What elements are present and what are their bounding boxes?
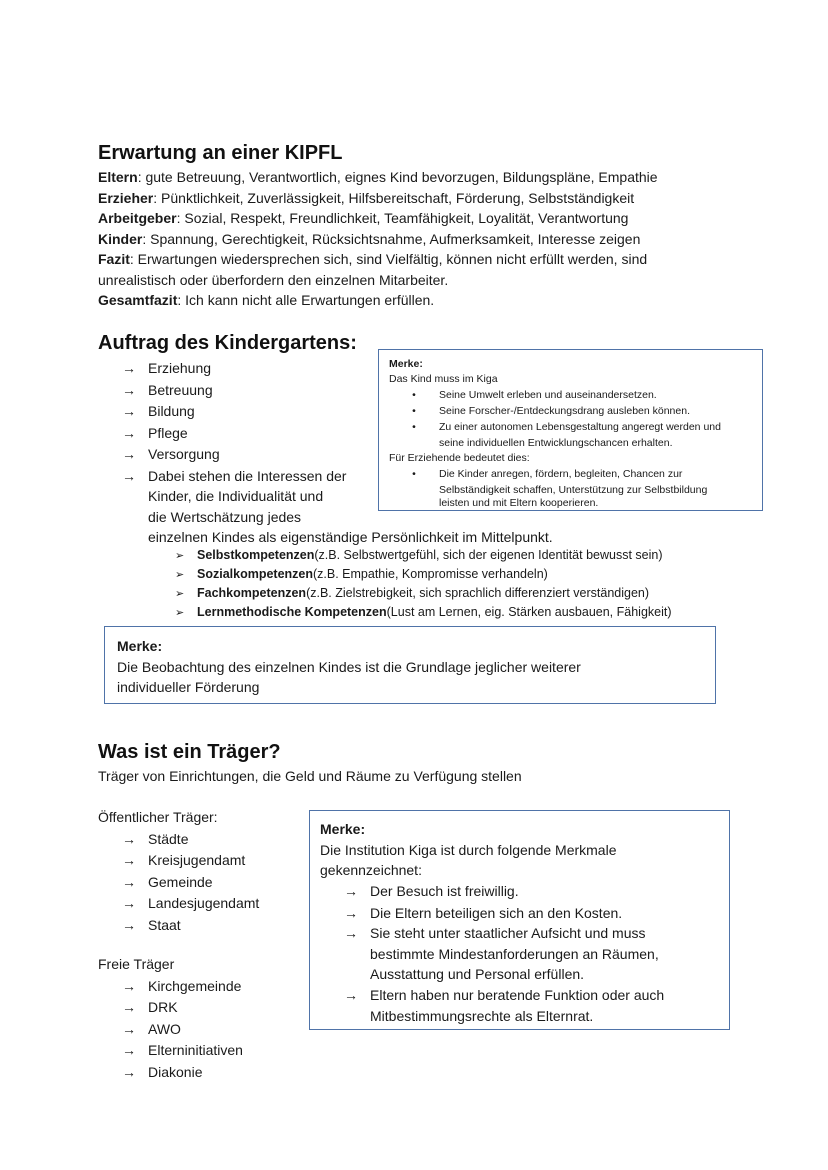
arrow-icon: → <box>122 977 136 994</box>
merke-item <box>344 881 519 901</box>
triangle-bullet-icon: ➢ <box>175 569 185 581</box>
arrow-icon: → <box>344 883 358 899</box>
expectation-row <box>98 208 628 228</box>
merke-item-continuation: bestimmte Mindestanforderungen an Räumen, <box>370 945 659 962</box>
list-item <box>122 1019 181 1039</box>
merke-bullet <box>389 420 721 436</box>
row-text: : Pünktlichkeit, Zuverlässigkeit, Hilfsbereitschaft, Förderung, Selbstständigkeit <box>153 189 635 206</box>
row-label: Erzieher <box>98 189 154 206</box>
list-item-label: Elterninitiativen <box>148 1042 243 1058</box>
row-text: : Ich kann nicht alle Erwartungen erfüllen. <box>177 292 435 308</box>
list-item-continuation: einzelnen Kindes als eigenständige Persönlichkeit im Mittelpunkt. <box>148 529 553 545</box>
merke-bullet <box>389 404 690 420</box>
arrow-icon: → <box>122 446 136 462</box>
merke-item-continuation: Mitbestimmungsrechte als Elternrat. <box>370 1007 594 1024</box>
arrow-icon: → <box>122 403 136 419</box>
list-item <box>122 850 245 870</box>
competency-name: Lernmethodische Kompetenzen <box>197 605 387 619</box>
arrow-icon: → <box>122 873 136 890</box>
list-item-label: Pflege <box>148 424 188 441</box>
expectation-row <box>98 290 434 310</box>
competency-detail: (z.B. Zielstrebigkeit, sich sprachlich differenziert verständigen) <box>306 586 650 600</box>
list-item <box>122 380 213 400</box>
merke-bullet <box>389 388 657 404</box>
section-title-provider: Was ist ein Träger? <box>98 741 281 763</box>
expectation-row <box>98 249 647 269</box>
merke-item <box>344 985 664 1005</box>
row-label: Arbeitgeber <box>98 210 177 226</box>
list-item-label: Kreisjugendamt <box>148 852 246 868</box>
arrow-icon: → <box>122 1042 136 1058</box>
merke-box-child-needs <box>378 349 763 511</box>
list-item <box>122 1062 202 1082</box>
row-label: Kinder <box>98 230 143 247</box>
merke-title: Merke: <box>117 638 163 654</box>
list-item-label: Dabei stehen die Interessen der <box>148 467 347 484</box>
list-heading: Freie Träger <box>98 956 175 972</box>
row-text: : Erwartungen wiedersprechen sich, sind Vielfältig, können nicht erfüllt werden, sind <box>129 251 648 267</box>
merke-title: Merke: <box>320 821 366 837</box>
section-title-expectations: Erwartung an einer KIPFL <box>98 142 343 164</box>
list-item-label: Gemeinde <box>148 873 213 890</box>
list-item <box>122 401 195 421</box>
merke-item-text: Der Besuch ist freiwillig. <box>370 883 519 899</box>
row-text: : Spannung, Gerechtigkeit, Rücksichtsnahme, Aufmerksamkeit, Interesse zeigen <box>142 230 641 247</box>
arrow-icon: → <box>122 895 136 911</box>
arrow-icon: → <box>122 830 136 847</box>
merke-bullet <box>389 467 682 483</box>
list-item-label: Kirchgemeinde <box>148 977 242 994</box>
merke-item-continuation: Ausstattung und Personal erfüllen. <box>370 966 585 982</box>
list-item <box>122 1040 243 1060</box>
bullet-icon: • <box>412 421 416 433</box>
list-item <box>122 444 220 464</box>
merke-item-text: Sie steht unter staatlicher Aufsicht und muss <box>370 925 646 941</box>
merke-line: gekennzeichnet: <box>320 862 422 878</box>
arrow-icon: → <box>344 904 358 921</box>
list-item <box>122 466 346 486</box>
list-item <box>122 358 211 378</box>
arrow-icon: → <box>344 925 358 941</box>
merke-item-text: Eltern haben nur beratende Funktion oder auch <box>370 987 665 1003</box>
merke-line: Die Beobachtung des einzelnen Kindes ist die Grundlage jeglicher weiterer <box>117 658 581 675</box>
list-item-label: Versorgung <box>148 446 220 462</box>
triangle-bullet-icon: ➢ <box>175 607 185 619</box>
row-label: Eltern <box>98 169 138 185</box>
triangle-bullet-icon: ➢ <box>175 550 185 562</box>
expectation-row <box>98 229 640 249</box>
competency-name: Selbstkompetenzen <box>197 548 315 562</box>
list-item-label: AWO <box>148 1020 181 1037</box>
section-subtitle: Träger von Einrichtungen, die Geld und Räume zu Verfügung stellen <box>98 768 522 784</box>
list-item <box>122 829 188 849</box>
bullet-icon: • <box>412 468 416 480</box>
list-item <box>122 976 241 996</box>
merke-bullet-continuation: leisten und mit Eltern kooperieren. <box>439 497 599 509</box>
bullet-icon: • <box>412 405 416 417</box>
list-item-label: Betreuung <box>148 381 213 398</box>
section-title-mission: Auftrag des Kindergartens: <box>98 332 357 354</box>
merke-bullet-text: Zu einer autonomen Lebensgestaltung angeregt werden und <box>439 421 721 433</box>
competency-name: Sozialkompetenzen <box>197 567 313 581</box>
arrow-icon: → <box>122 1020 136 1037</box>
merke-item-text: Die Eltern beteiligen sich an den Kosten. <box>370 904 623 921</box>
merke-line: Die Institution Kiga ist durch folgende Merkmale <box>320 841 617 858</box>
arrow-icon: → <box>122 916 136 933</box>
list-item <box>122 423 188 443</box>
expectation-row <box>98 167 658 187</box>
list-item <box>122 893 259 913</box>
merke-item <box>344 923 645 943</box>
list-item-label: Staat <box>148 916 181 933</box>
list-item <box>122 997 178 1017</box>
list-item-continuation: die Wertschätzung jedes <box>148 508 302 525</box>
arrow-icon: → <box>344 987 358 1003</box>
bullet-icon: • <box>412 389 416 401</box>
arrow-icon: → <box>122 852 136 868</box>
merke-intro: Das Kind muss im Kiga <box>389 373 498 385</box>
row-label: Fazit <box>98 251 130 267</box>
expectation-row <box>98 270 448 290</box>
row-text: : Sozial, Respekt, Freundlichkeit, Teamfähigkeit, Loyalität, Verantwortung <box>176 210 629 226</box>
list-item-label: DRK <box>148 999 178 1015</box>
merke-box-kiga-features <box>309 810 730 1030</box>
merke-box-observation <box>104 626 716 704</box>
row-label: Gesamtfazit <box>98 292 178 308</box>
arrow-icon: → <box>122 424 136 441</box>
merke-title: Merke: <box>389 358 423 370</box>
arrow-icon: → <box>122 999 136 1015</box>
row-text: : gute Betreuung, Verantwortlich, eignes Kind bevorzugen, Bildungspläne, Empathie <box>137 169 658 185</box>
competency-detail: (Lust am Lernen, eig. Stärken ausbauen, Fähigkeit) <box>386 605 672 619</box>
list-item-label: Bildung <box>148 403 195 419</box>
merke-intro: Für Erziehende bedeutet dies: <box>389 452 530 464</box>
competency-detail: (z.B. Empathie, Kompromisse verhandeln) <box>313 567 548 581</box>
competency-detail: (z.B. Selbstwertgefühl, sich der eigenen Identität bewusst sein) <box>314 548 663 562</box>
arrow-icon: → <box>122 1063 136 1080</box>
competency-item <box>175 602 672 623</box>
merke-line: individueller Förderung <box>117 679 260 695</box>
merke-bullet-continuation: seine individuellen Entwicklungschancen erhalten. <box>439 436 673 449</box>
arrow-icon: → <box>122 467 136 484</box>
list-item-label: Landesjugendamt <box>148 895 260 911</box>
competency-name: Fachkompetenzen <box>197 586 307 600</box>
arrow-icon: → <box>122 360 136 376</box>
row-text: unrealistisch oder überfordern den einzelnen Mitarbeiter. <box>98 271 449 288</box>
merke-bullet-text: Seine Umwelt erleben und auseinandersetzen. <box>439 389 657 401</box>
merke-bullet-text: Die Kinder anregen, fördern, begleiten, Chancen zur <box>439 468 683 480</box>
list-item-label: Diakonie <box>148 1063 203 1080</box>
list-item-label: Erziehung <box>148 360 212 376</box>
list-heading: Öffentlicher Träger: <box>98 809 218 825</box>
list-item-label: Städte <box>148 830 189 847</box>
merke-item <box>344 903 622 923</box>
list-item <box>122 872 213 892</box>
list-item-continuation: Kinder, die Individualität und <box>148 488 324 504</box>
triangle-bullet-icon: ➢ <box>175 588 185 600</box>
arrow-icon: → <box>122 381 136 398</box>
list-item <box>122 915 181 935</box>
merke-bullet-text: Seine Forscher-/Entdeckungsdrang ausleben können. <box>439 405 690 417</box>
merke-bullet-continuation: Selbständigkeit schaffen, Unterstützung zur Selbstbildung <box>439 483 708 496</box>
expectation-row <box>98 188 634 208</box>
